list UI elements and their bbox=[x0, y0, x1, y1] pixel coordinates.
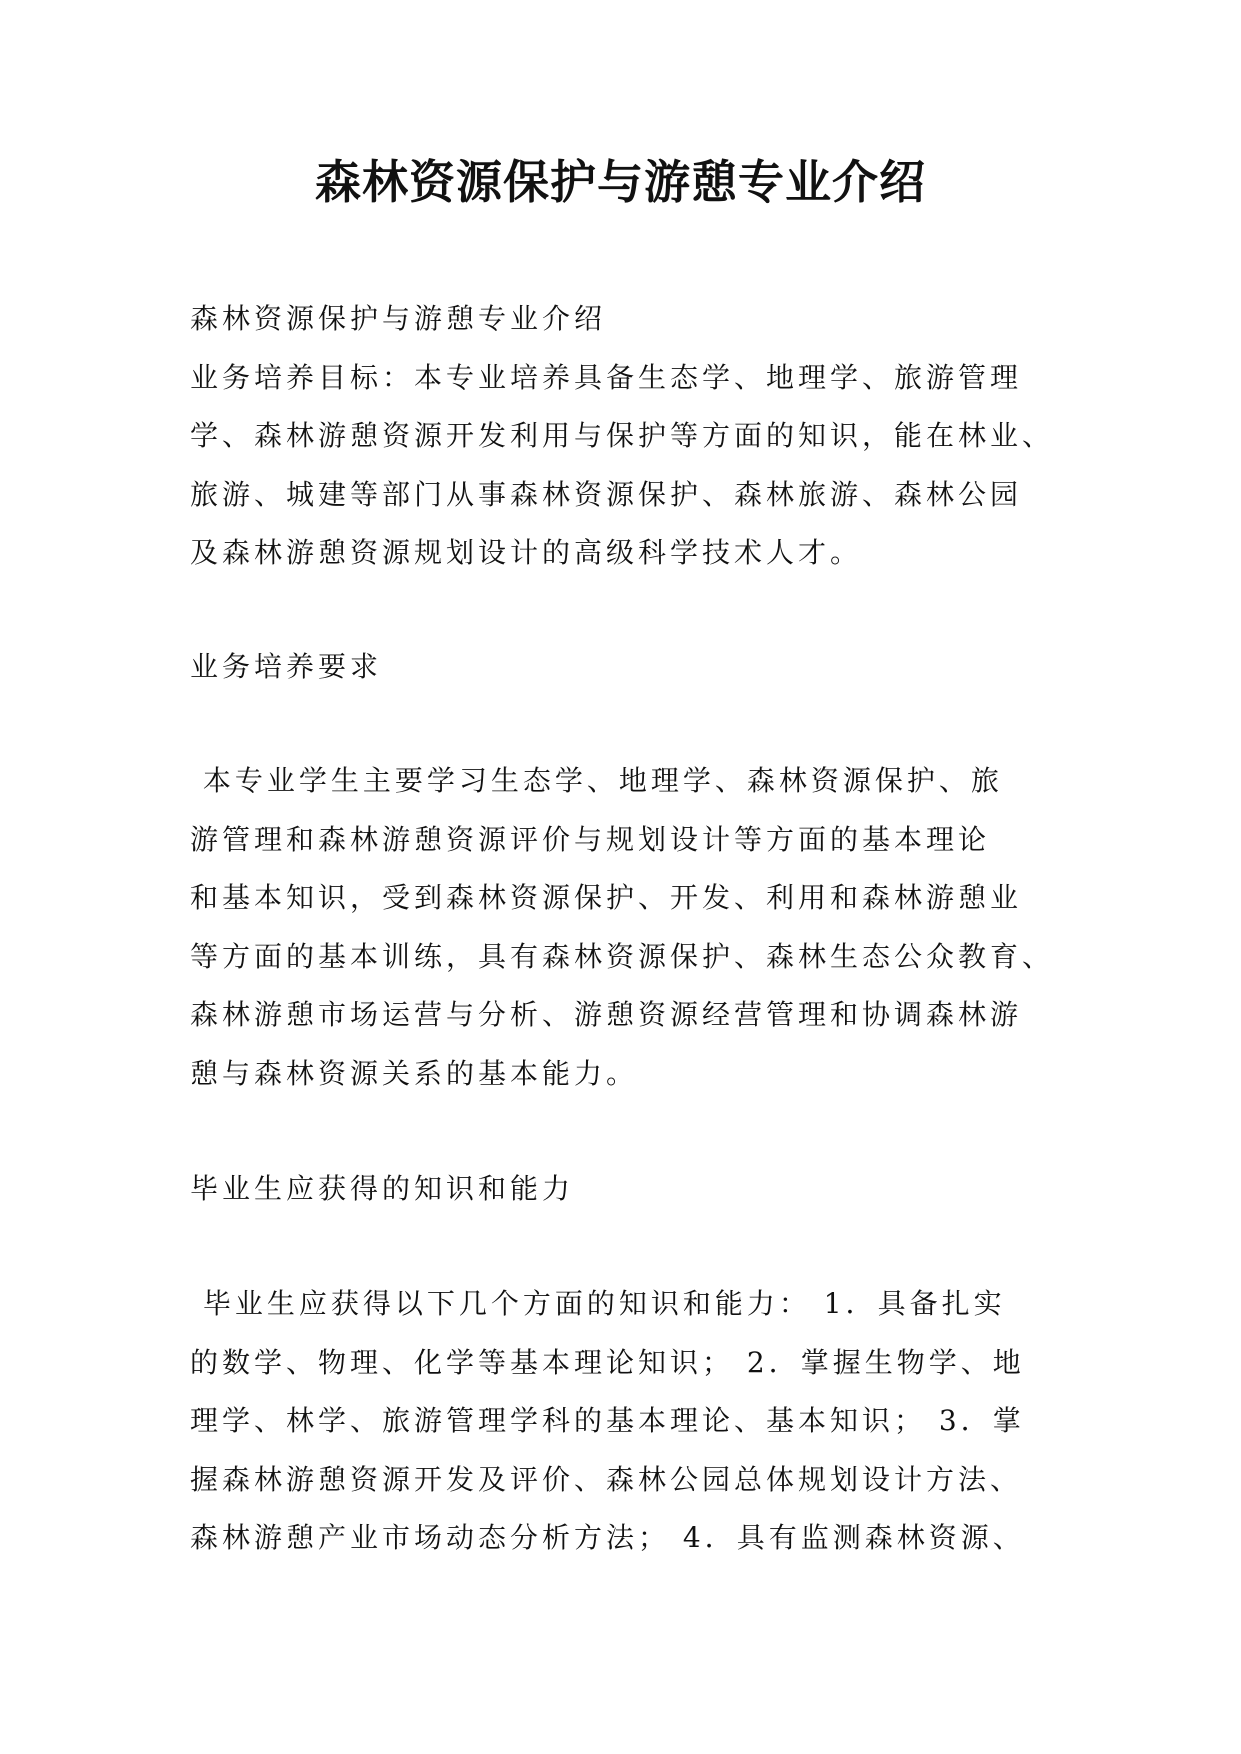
text-line: 憩与森林资源关系的基本能力。 bbox=[190, 1056, 639, 1090]
text-line: 等方面的基本训练，具有森林资源保护、森林生态公众教育、 bbox=[190, 939, 1055, 973]
intro-section bbox=[190, 290, 1060, 583]
text-line: 握森林游憩资源开发及评价、森林公园总体规划设计方法、 bbox=[190, 1462, 1023, 1496]
requirements-section bbox=[190, 752, 1060, 1103]
text-line: 业务培养目标：本专业培养具备生态学、地理学、旅游管理 bbox=[190, 360, 1023, 394]
text-line: 及森林游憩资源规划设计的高级科学技术人才。 bbox=[190, 536, 863, 569]
graduates-heading: 毕业生应获得的知识和能力 bbox=[190, 1172, 575, 1205]
text-line: 游管理和森林游憩资源评价与规划设计等方面的基本理论 bbox=[190, 822, 991, 856]
graduates-section bbox=[190, 1275, 1060, 1568]
text-line: 和基本知识，受到森林资源保护、开发、利用和森林游憩业 bbox=[190, 881, 1023, 914]
text-line: 的数学、物理、化学等基本理论知识； 2．掌握生物学、地 bbox=[190, 1345, 1025, 1379]
text-line: 学、森林游憩资源开发利用与保护等方面的知识，能在林业、 bbox=[190, 419, 1055, 452]
document-title: 森林资源保护与游憩专业介绍 bbox=[315, 155, 926, 209]
text-line: 本专业学生主要学习生态学、地理学、森林资源保护、旅 bbox=[190, 764, 1003, 797]
graduates-heading-block bbox=[190, 1160, 1060, 1219]
text-line: 森林资源保护与游憩专业介绍 bbox=[190, 302, 607, 335]
text-line: 毕业生应获得以下几个方面的知识和能力： 1．具备扎实 bbox=[190, 1287, 1006, 1320]
requirements-heading-block bbox=[190, 638, 1060, 697]
text-line: 森林游憩产业市场动态分析方法； 4．具有监测森林资源、 bbox=[190, 1521, 1025, 1554]
text-line: 森林游憩市场运营与分析、游憩资源经营管理和协调森林游 bbox=[190, 998, 1023, 1031]
requirements-heading: 业务培养要求 bbox=[190, 650, 383, 683]
text-line: 旅游、城建等部门从事森林资源保护、森林旅游、森林公园 bbox=[190, 477, 1023, 511]
text-line: 理学、林学、旅游管理学科的基本理论、基本知识； 3．掌 bbox=[190, 1404, 1025, 1437]
